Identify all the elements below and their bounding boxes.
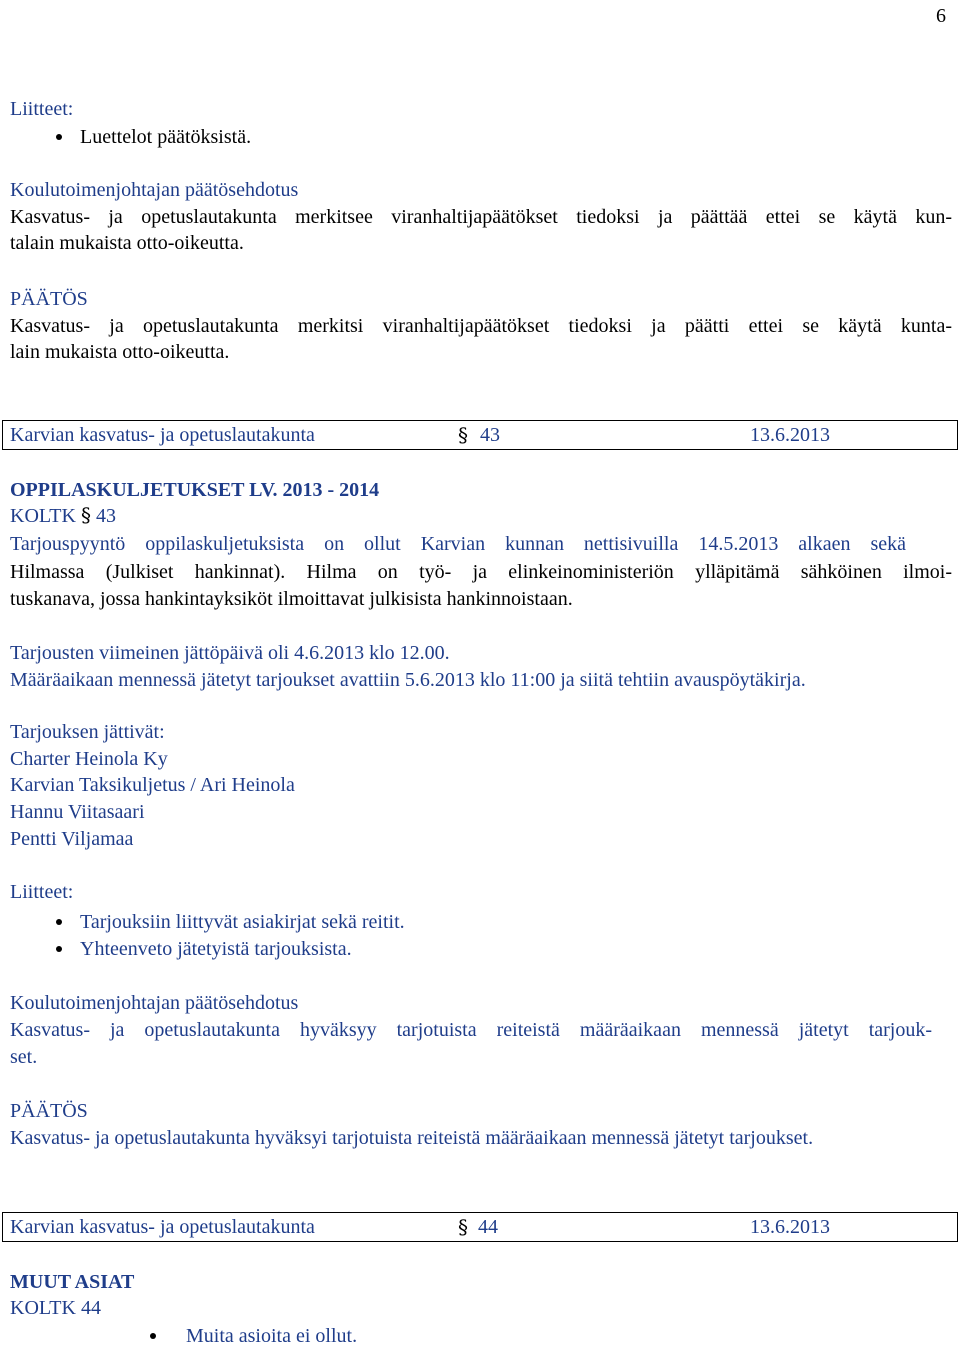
meeting-body-name: Karvian kasvatus- ja opetuslautakunta	[10, 424, 315, 446]
bidders-heading: Tarjouksen jättivät:	[10, 721, 165, 743]
attachments-heading: Liitteet:	[10, 881, 74, 903]
item-ref-prefix: KOLTK	[10, 1297, 76, 1319]
item-ref-number: 43	[95, 505, 116, 527]
bullet-icon	[56, 946, 62, 952]
paragraph-line: Tarjouspyyntö oppilaskuljetuksista on ollut Karvian kunnan nettisivuilla 14.5.2013 alkaen sekä	[10, 533, 906, 555]
paragraph-line: tuskanava, jossa hankintayksiköt ilmoittavat julkisista hankinnoistaan.	[10, 588, 573, 610]
bullet-icon	[56, 919, 62, 925]
section-number: 44	[478, 1216, 498, 1238]
decision-text-line: Kasvatus- ja opetuslautakunta hyväksyi tarjotuista reiteistä määräaikaan mennessä jätetyt tarjoukset.	[10, 1127, 814, 1149]
proposal-text-line: Kasvatus- ja opetuslautakunta merkitsee viranhaltijapäätökset tiedoksi ja päättää ettei se käytä kun-	[10, 206, 952, 228]
decision-heading: PÄÄTÖS	[10, 1100, 88, 1122]
bidder-name: Charter Heinola Ky	[10, 748, 168, 770]
section-symbol: §	[458, 1215, 468, 1239]
item-ref-prefix: KOLTK	[10, 505, 76, 527]
attachment-item: Tarjouksiin liittyvät asiakirjat sekä reitit.	[80, 911, 405, 933]
bullet-icon	[150, 1333, 156, 1339]
deadline-line: Määräaikaan mennessä jätetyt tarjoukset avattiin 5.6.2013 klo 11:00 ja siitä tehtiin avauspöytäkirja.	[10, 669, 806, 691]
decision-text-line: Kasvatus- ja opetuslautakunta merkitsi viranhaltijapäätökset tiedoksi ja päätti ettei se käytä kunta-	[10, 315, 952, 337]
bidder-name: Pentti Viljamaa	[10, 828, 134, 850]
item-title: MUUT ASIAT	[10, 1271, 135, 1293]
proposal-text-line: talain mukaista otto-oikeutta.	[10, 232, 244, 254]
item-ref-number: 44	[80, 1297, 101, 1319]
attachment-item: Yhteenveto jätetyistä tarjouksista.	[80, 938, 352, 960]
meeting-body-name: Karvian kasvatus- ja opetuslautakunta	[10, 1216, 315, 1238]
attachment-item: Luettelot päätöksistä.	[80, 126, 252, 148]
proposal-heading: Koulutoimenjohtajan päätösehdotus	[10, 179, 299, 201]
deadline-line: Tarjousten viimeinen jättöpäivä oli 4.6.2013 klo 12.00.	[10, 642, 450, 664]
proposal-heading: Koulutoimenjohtajan päätösehdotus	[10, 992, 299, 1014]
page-number: 6	[936, 5, 946, 27]
item-title: OPPILASKULJETUKSET LV. 2013 - 2014	[10, 479, 380, 501]
meeting-date: 13.6.2013	[750, 1216, 830, 1238]
meeting-date: 13.6.2013	[750, 424, 830, 446]
bidder-name: Karvian Taksikuljetus / Ari Heinola	[10, 774, 295, 796]
list-item: Muita asioita ei ollut.	[186, 1325, 358, 1347]
bidder-name: Hannu Viitasaari	[10, 801, 145, 823]
section-symbol: §	[80, 503, 91, 527]
section-number: 43	[480, 424, 500, 446]
decision-text-line: lain mukaista otto-oikeutta.	[10, 341, 230, 363]
decision-heading: PÄÄTÖS	[10, 288, 88, 310]
proposal-text-line: set.	[10, 1046, 38, 1068]
attachments-heading: Liitteet:	[10, 98, 74, 120]
proposal-text-line: Kasvatus- ja opetuslautakunta hyväksyy tarjotuista reiteistä määräaikaan mennessä jätetyt tarjouk-	[10, 1019, 932, 1041]
item-ref	[10, 1296, 101, 1320]
bullet-icon	[56, 134, 62, 140]
paragraph-line: Hilmassa (Julkiset hankinnat). Hilma on työ- ja elinkeinoministeriön ylläpitämä sähköinen ilmoi-	[10, 561, 952, 583]
item-ref	[10, 503, 116, 528]
section-symbol: §	[458, 423, 468, 447]
